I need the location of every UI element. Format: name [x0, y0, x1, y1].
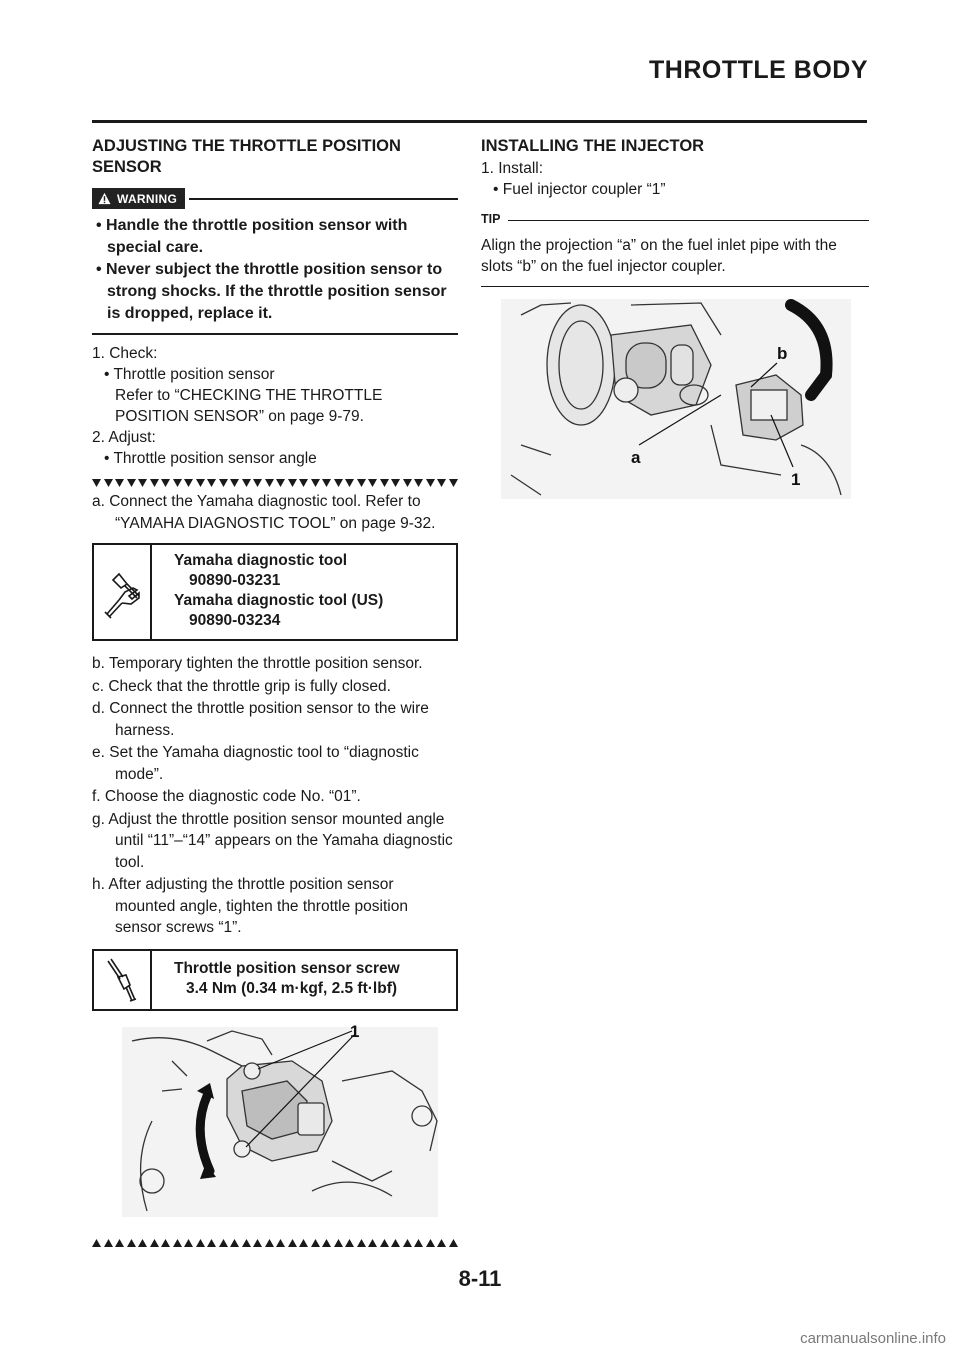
- triangle-up-icon: [173, 1239, 182, 1247]
- triangle-down-icon: [104, 479, 113, 487]
- warning-triangle-icon: [98, 192, 111, 205]
- triangle-down-icon: [299, 479, 308, 487]
- triangle-down-icon: [368, 479, 377, 487]
- triangle-down-icon: [426, 479, 435, 487]
- triangle-up-icon: [311, 1239, 320, 1247]
- triangle-down-icon: [414, 479, 423, 487]
- tool-part-number: 90890-03234: [189, 612, 281, 629]
- triangle-up-icon: [449, 1239, 458, 1247]
- triangle-down-icon: [253, 479, 262, 487]
- triangle-down-icon: [184, 479, 193, 487]
- triangle-down-icon: [219, 479, 228, 487]
- triangle-up-icon: [230, 1239, 239, 1247]
- step-check-title: 1. Check:: [92, 345, 158, 362]
- tool-part-number: 90890-03231: [189, 572, 281, 589]
- triangle-up-icon: [368, 1239, 377, 1247]
- torque-wrench-icon: [102, 955, 142, 1005]
- warning-item: • Handle the throttle position sensor with special care.: [96, 217, 408, 256]
- triangle-up-icon: [334, 1239, 343, 1247]
- callout-b: b: [777, 344, 788, 363]
- triangle-up-icon: [92, 1239, 101, 1247]
- triangle-down-icon: [288, 479, 297, 487]
- wrench-icon: [99, 562, 145, 622]
- special-tool-box: [92, 543, 458, 641]
- triangle-up-icon: [127, 1239, 136, 1247]
- torque-icon-cell: [94, 951, 152, 1009]
- triangle-up-icon: [426, 1239, 435, 1247]
- triangle-up-icon: [414, 1239, 423, 1247]
- triangle-down-icon: [150, 479, 159, 487]
- torque-text-cell: [152, 951, 456, 1009]
- injector-illustration: [481, 295, 869, 505]
- tip-line: [508, 220, 869, 221]
- tip-end-rule: [481, 286, 869, 287]
- triangle-down-icon: [380, 479, 389, 487]
- substep-f: f. Choose the diagnostic code No. “01”.: [92, 788, 361, 805]
- step-adjust-title: 2. Adjust:: [92, 429, 156, 446]
- throttle-sensor-photo: [92, 1021, 458, 1231]
- triangle-up-icon: [299, 1239, 308, 1247]
- right-column: [481, 136, 869, 510]
- triangle-down-icon: [322, 479, 331, 487]
- watermark: carmanualsonline.info: [800, 1330, 946, 1347]
- torque-spec-box: [92, 949, 458, 1011]
- triangle-down-icon: [92, 479, 101, 487]
- triangle-down-icon: [207, 479, 216, 487]
- tool-name: Yamaha diagnostic tool: [174, 552, 348, 569]
- triangle-up-icon: [253, 1239, 262, 1247]
- section-heading-injector: INSTALLING THE INJECTOR: [481, 137, 705, 155]
- triangle-down-icon: [138, 479, 147, 487]
- triangle-down-icon: [242, 479, 251, 487]
- throttle-sensor-illustration: [92, 1021, 458, 1226]
- triangle-down-icon: [196, 479, 205, 487]
- substep-b: b. Temporary tighten the throttle position sensor.: [92, 655, 423, 672]
- substep-e: e. Set the Yamaha diagnostic tool to “diagnostic mode”.: [92, 744, 419, 783]
- triangle-up-icon: [357, 1239, 366, 1247]
- warning-line: [189, 198, 458, 200]
- warning-item: • Never subject the throttle position sensor to strong shocks. If the throttle position sensor is dropped, replace it.: [96, 261, 447, 322]
- warning-end-rule: [92, 333, 458, 335]
- triangle-down-icon: [357, 479, 366, 487]
- triangle-down-icon: [265, 479, 274, 487]
- triangle-down-icon: [173, 479, 182, 487]
- substep-a: a. Connect the Yamaha diagnostic tool. Refer to “YAMAHA DIAGNOSTIC TOOL” on page 9-32.: [92, 493, 436, 532]
- triangle-down-icon: [276, 479, 285, 487]
- triangle-down-icon: [127, 479, 136, 487]
- callout-1: 1: [350, 1021, 360, 1041]
- procedure-start-marker: [92, 479, 458, 487]
- tip-text: Align the projection “a” on the fuel inlet pipe with the slots “b” on the fuel injector coupler.: [481, 237, 837, 275]
- torque-item-name: Throttle position sensor screw: [174, 959, 400, 977]
- triangle-up-icon: [265, 1239, 274, 1247]
- triangle-down-icon: [403, 479, 412, 487]
- triangle-up-icon: [380, 1239, 389, 1247]
- tip-label: TIP: [481, 212, 501, 226]
- triangle-down-icon: [230, 479, 239, 487]
- page-number: 8-11: [458, 1266, 502, 1291]
- triangle-up-icon: [207, 1239, 216, 1247]
- step-check-reference: Refer to “CHECKING THE THROTTLE POSITION SENSOR” on page 9-79.: [115, 387, 383, 425]
- triangle-up-icon: [322, 1239, 331, 1247]
- triangle-down-icon: [391, 479, 400, 487]
- injector-photo: [481, 295, 869, 510]
- page-title: THROTTLE BODY: [649, 56, 868, 84]
- triangle-down-icon: [161, 479, 170, 487]
- triangle-up-icon: [391, 1239, 400, 1247]
- triangle-down-icon: [115, 479, 124, 487]
- triangle-up-icon: [184, 1239, 193, 1247]
- warning-bar: [92, 188, 458, 209]
- tool-icon-cell: [94, 545, 152, 639]
- triangle-up-icon: [150, 1239, 159, 1247]
- substep-g: g. Adjust the throttle position sensor mounted angle until “11”–“14” appears on the Yamaha diagnostic tool.: [92, 810, 453, 871]
- step-install-title: 1. Install:: [481, 160, 544, 177]
- triangle-up-icon: [161, 1239, 170, 1247]
- procedure-end-marker: [92, 1239, 458, 1247]
- warning-list: [92, 215, 458, 325]
- triangle-up-icon: [276, 1239, 285, 1247]
- triangle-down-icon: [449, 479, 458, 487]
- substep-d: d. Connect the throttle position sensor to the wire harness.: [92, 700, 429, 739]
- warning-badge: [92, 188, 185, 209]
- triangle-down-icon: [311, 479, 320, 487]
- triangle-down-icon: [334, 479, 343, 487]
- callout-a: a: [631, 448, 641, 467]
- triangle-up-icon: [196, 1239, 205, 1247]
- triangle-up-icon: [219, 1239, 228, 1247]
- header-rule: [92, 120, 867, 123]
- triangle-up-icon: [115, 1239, 124, 1247]
- left-column: [92, 136, 458, 1247]
- triangle-up-icon: [138, 1239, 147, 1247]
- triangle-up-icon: [437, 1239, 446, 1247]
- step-install-item: • Fuel injector coupler “1”: [493, 181, 666, 198]
- step-adjust-item: • Throttle position sensor angle: [104, 450, 317, 467]
- torque-value: 3.4 Nm (0.34 m·kgf, 2.5 ft·lbf): [186, 979, 398, 997]
- section-heading-throttle-sensor: ADJUSTING THE THROTTLE POSITION SENSOR: [92, 137, 401, 176]
- triangle-up-icon: [403, 1239, 412, 1247]
- triangle-down-icon: [437, 479, 446, 487]
- triangle-up-icon: [288, 1239, 297, 1247]
- callout-1: 1: [791, 470, 801, 489]
- substep-c: c. Check that the throttle grip is fully closed.: [92, 677, 391, 695]
- triangle-up-icon: [345, 1239, 354, 1247]
- tip-bar: [481, 212, 869, 226]
- triangle-down-icon: [345, 479, 354, 487]
- warning-label: WARNING: [117, 191, 178, 206]
- triangle-up-icon: [242, 1239, 251, 1247]
- tool-text-cell: [152, 545, 456, 639]
- substep-h: h. After adjusting the throttle position sensor mounted angle, tighten the throttle position sensor screws “1”.: [92, 876, 408, 936]
- step-check-item: • Throttle position sensor: [104, 366, 275, 383]
- tool-name: Yamaha diagnostic tool (US): [174, 592, 384, 609]
- triangle-up-icon: [104, 1239, 113, 1247]
